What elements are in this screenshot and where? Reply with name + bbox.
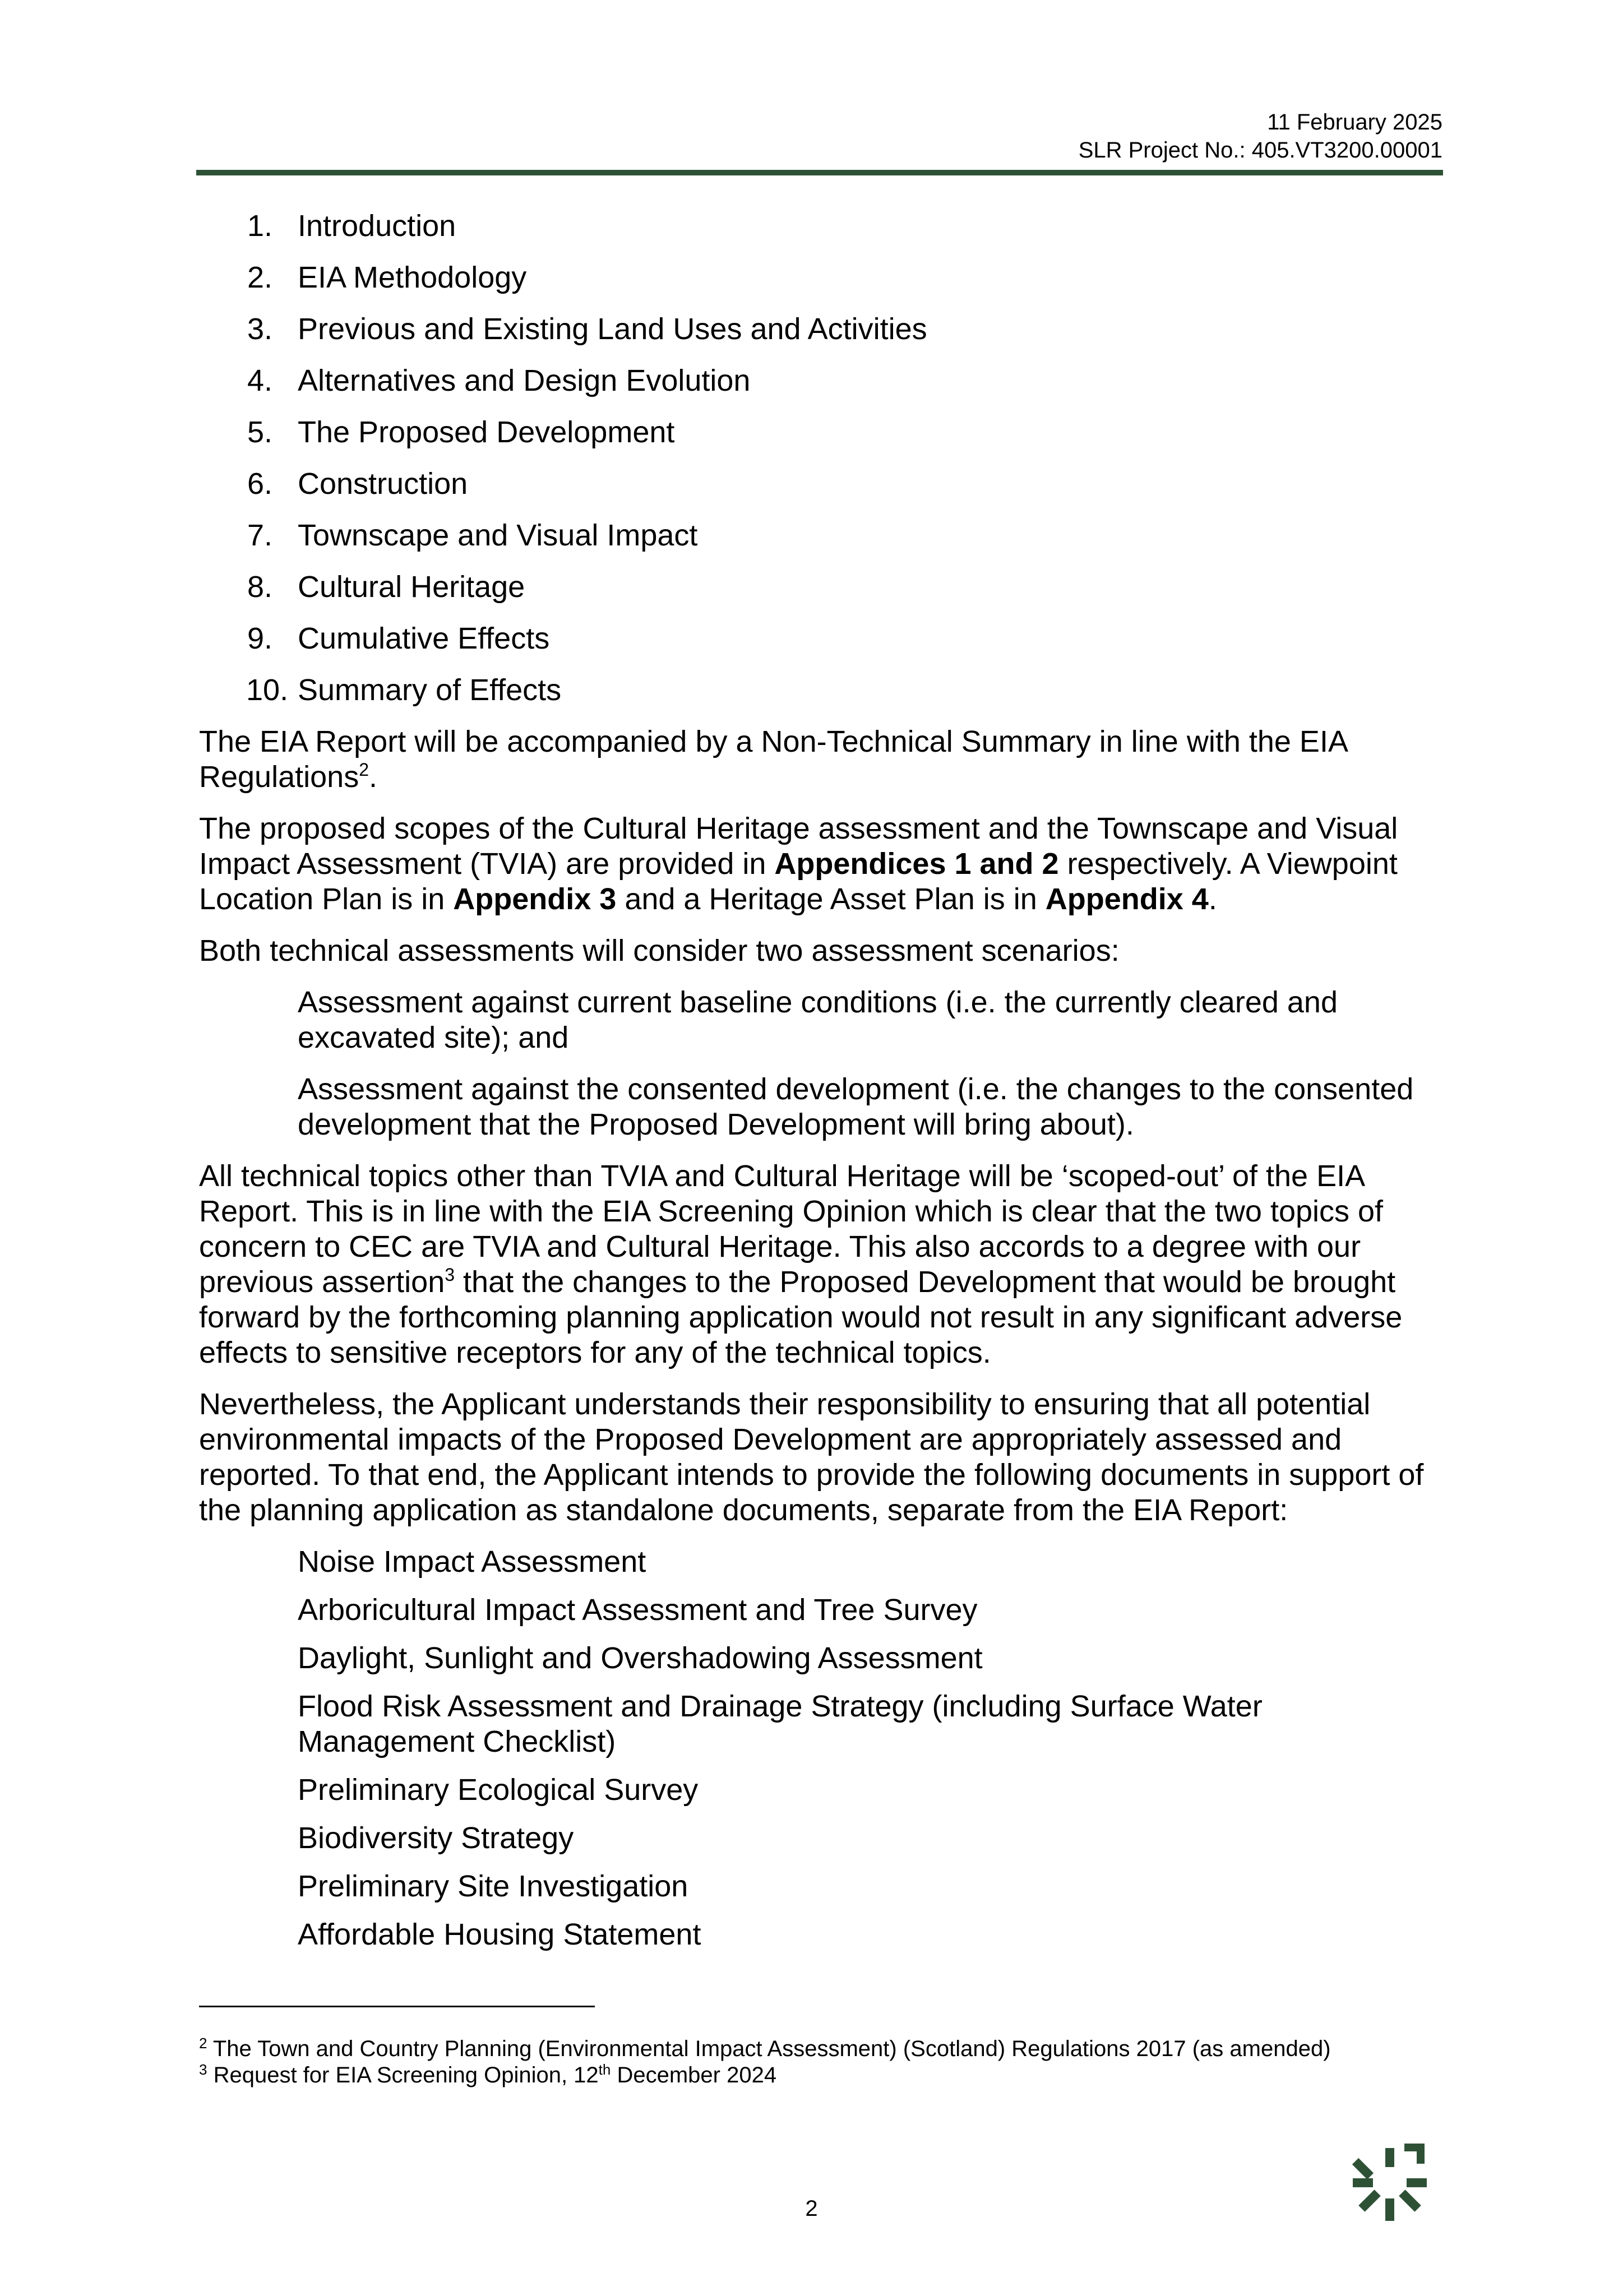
appendix-reference: Appendix 3	[453, 882, 617, 916]
list-label: The Proposed Development	[298, 415, 675, 449]
ordinal-suffix: th	[598, 2061, 611, 2078]
list-number: 10.	[246, 673, 289, 707]
page-number: 2	[805, 2196, 818, 2221]
list-number: 7.	[247, 519, 273, 552]
footnote-text: The Town and Country Planning (Environmental Impact Assessment) (Scotland) Regulations 2017 (as amended)	[207, 2036, 1331, 2061]
paragraph-scoped-out-topics	[199, 1159, 1444, 1371]
list-label: Construction	[298, 467, 468, 501]
paragraph-text: The EIA Report will be accompanied by a Non-Technical Summary in line with the EIA Regulations	[199, 725, 1347, 794]
paragraph-text: All technical topics other than TVIA and Cultural Heritage will be ‘scoped-out’ of the EIA Report. This is in line with the EIA Screening Opinion which is clear that the two topics of concern to CEC are TVIA and Cultural Heritage. This also accords to a degree with our previous assertion	[199, 1159, 1384, 1299]
list-item	[199, 415, 1444, 450]
list-number: 3.	[247, 312, 273, 346]
paragraph-text: .	[368, 760, 377, 794]
list-number: 5.	[247, 415, 273, 449]
list-item: Preliminary Ecological Survey	[298, 1773, 699, 1807]
appendix-reference: Appendices 1 and 2	[774, 847, 1059, 881]
list-label: Alternatives and Design Evolution	[298, 364, 751, 397]
eia-chapter-list	[199, 209, 1444, 708]
list-label: EIA Methodology	[298, 261, 527, 294]
footnote-text: December 2024	[611, 2063, 777, 2087]
list-number: 8.	[247, 570, 273, 604]
list-item	[199, 466, 1444, 502]
footnote	[199, 2036, 1376, 2062]
list-item	[199, 621, 1444, 656]
standalone-document-list	[199, 1544, 1444, 1952]
appendix-reference: Appendix 4	[1045, 882, 1209, 916]
paragraph-non-technical-summary	[199, 724, 1444, 795]
footnote-ref: 2	[359, 760, 369, 780]
paragraph-text: and a Heritage Asset Plan is in	[616, 882, 1046, 916]
list-label: Townscape and Visual Impact	[298, 519, 698, 552]
paragraph-text: that the changes to the Proposed Development that would be brought forward by the forthcoming planning application would not result in any significant adverse effects to sensitive receptors for any of the technical topics.	[199, 1265, 1403, 1369]
footnote-separator	[199, 2006, 595, 2007]
footnote-number: 3	[199, 2061, 207, 2078]
list-number: 2.	[247, 261, 273, 294]
list-label: Cultural Heritage	[298, 570, 525, 604]
paragraph-text: respectively. A Viewpoint Location Plan is in	[199, 847, 1398, 916]
list-item: Biodiversity Strategy	[298, 1821, 574, 1855]
slr-logo-icon	[1348, 2141, 1432, 2225]
list-item	[199, 209, 1444, 244]
header-project-number: SLR Project No.: 405.VT3200.00001	[1078, 138, 1442, 163]
list-label: Introduction	[298, 209, 456, 243]
paragraph-text: The proposed scopes of the Cultural Heritage assessment and the Townscape and Visual Impact Assessment (TVIA) are provided in	[199, 812, 1398, 881]
list-label: Cumulative Effects	[298, 622, 550, 655]
list-number: 9.	[247, 622, 273, 655]
paragraph-text: .	[1208, 882, 1217, 916]
list-item: Noise Impact Assessment	[298, 1545, 646, 1578]
footnote-ref: 3	[445, 1265, 455, 1285]
footnote-number: 2	[199, 2035, 207, 2052]
list-item	[199, 260, 1444, 295]
footnote-text: Request for EIA Screening Opinion, 12	[207, 2063, 599, 2087]
list-item: Flood Risk Assessment and Drainage Strategy (including Surface Water Management Checklist)	[298, 1689, 1263, 1758]
scenario-item: Assessment against current baseline conditions (i.e. the currently cleared and excavated site); and	[298, 985, 1338, 1054]
list-label: Previous and Existing Land Uses and Activities	[298, 312, 927, 346]
list-item: Daylight, Sunlight and Overshadowing Assessment	[298, 1641, 983, 1675]
list-item: Preliminary Site Investigation	[298, 1869, 688, 1903]
scenario-item: Assessment against the consented development (i.e. the changes to the consented development that the Proposed Development will bring about).	[298, 1072, 1414, 1141]
footnotes	[199, 2036, 1376, 2089]
list-item: Affordable Housing Statement	[298, 1918, 701, 1951]
list-item: Arboricultural Impact Assessment and Tree Survey	[298, 1593, 978, 1627]
header-rule	[196, 170, 1443, 175]
paragraph-assessment-scenarios: Both technical assessments will consider two assessment scenarios:	[199, 934, 1120, 968]
list-item	[199, 570, 1444, 605]
list-label: Summary of Effects	[298, 673, 562, 707]
page-header	[1079, 108, 1442, 164]
list-number: 6.	[247, 467, 273, 501]
list-item	[199, 673, 1444, 708]
footnote	[199, 2062, 1376, 2089]
document-body	[199, 209, 1444, 1965]
list-item	[199, 363, 1444, 399]
header-date: 11 February 2025	[1267, 110, 1442, 135]
paragraph-proposed-scopes	[199, 811, 1444, 917]
list-number: 4.	[247, 364, 273, 397]
paragraph-standalone-documents: Nevertheless, the Applicant understands their responsibility to ensuring that all potential environmental impacts of the Proposed Development are appropriately assessed and reported. To that end, the Applicant intends to provide the following documents in support of the planning application as standalone documents, separate from the EIA Report:	[199, 1387, 1424, 1527]
list-item	[199, 518, 1444, 553]
list-item	[199, 312, 1444, 347]
list-number: 1.	[247, 209, 273, 243]
